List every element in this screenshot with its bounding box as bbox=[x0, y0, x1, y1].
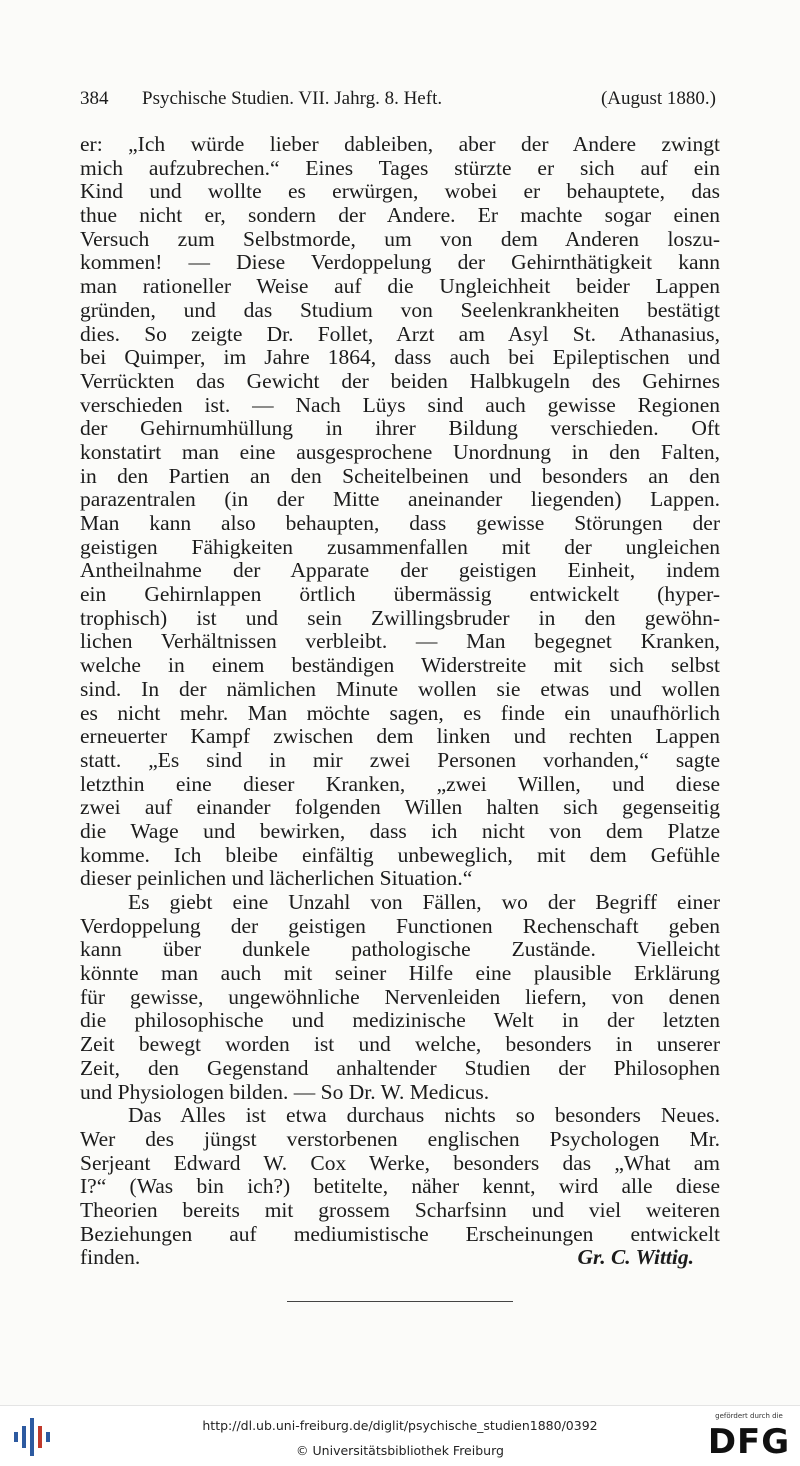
text-line: komme. Ich bleibe einfältig unbeweglich, mit dem Gefühle bbox=[80, 843, 720, 867]
text-line: und Physiologen bilden. — So Dr. W. Medicus. bbox=[80, 1080, 490, 1104]
text-line: Man kann also behaupten, dass gewisse Störungen der bbox=[80, 512, 720, 535]
text-line: man rationeller Weise auf die Ungleichheit beider Lappen bbox=[80, 275, 720, 299]
text-line: konstatirt man eine ausgesprochene Unordnung in den Falten, bbox=[80, 440, 720, 464]
text-line: kommen! — Diese Verdoppelung der Gehirnthätigkeit kann bbox=[80, 251, 720, 275]
text-line: Kind und wollte es erwürgen, wobei er behauptete, das bbox=[80, 180, 720, 204]
author-signature: Gr. C. Wittig. bbox=[577, 1246, 694, 1270]
text-line: geistigen Fähigkeiten zusammenfallen mit der ungleichen bbox=[80, 535, 720, 559]
permalink-url[interactable]: http://dl.ub.uni-freiburg.de/diglit/psychische_studien1880/0392 bbox=[202, 1418, 598, 1433]
text-line: bei Quimper, im Jahre 1864, dass auch bei Epileptischen und bbox=[80, 346, 720, 370]
text-line: welche in einem beständigen Widerstreite mit sich selbst bbox=[80, 654, 720, 678]
text-line: in den Partien an den Scheitelbeinen und besonders an den bbox=[80, 464, 720, 488]
text-line: könnte man auch mit seiner Hilfe eine plausible Erklärung bbox=[80, 962, 720, 986]
text-line: die philosophische und medizinische Welt in der letzten bbox=[80, 1009, 720, 1033]
text-line: es nicht mehr. Man möchte sagen, es finde ein unaufhörlich bbox=[80, 701, 720, 725]
text-lines bbox=[80, 133, 720, 1246]
text-line: lichen Verhältnissen verbleibt. — Man begegnet Kranken, bbox=[80, 630, 720, 654]
text-line: zwei auf einander folgenden Willen halten sich gegenseitig bbox=[80, 796, 720, 820]
text-line: verschieden ist. — Nach Lüys sind auch gewisse Regionen bbox=[80, 393, 720, 417]
text-line: gründen, und das Studium von Seelenkrankheiten bestätigt bbox=[80, 298, 720, 322]
text-line: er: „Ich würde lieber dableiben, aber der Andere zwingt bbox=[80, 133, 720, 156]
text-line: trophisch) ist und sein Zwillingsbruder in den gewöhn- bbox=[80, 606, 720, 630]
text-line: parazentralen (in der Mitte aneinander liegenden) Lappen. bbox=[80, 488, 720, 512]
text-line: dieser peinlichen und lächerlichen Situation.“ bbox=[80, 867, 473, 891]
footer-bar bbox=[0, 1405, 800, 1466]
journal-title: Psychische Studien. VII. Jahrg. 8. Heft. bbox=[142, 88, 443, 109]
text-line: Versuch zum Selbstmorde, um von dem Anderen loszu- bbox=[80, 227, 720, 251]
page-number: 384 bbox=[80, 88, 109, 109]
text-line: I?“ (Was bin ich?) betitelte, näher kennt, wird alle diese bbox=[80, 1175, 720, 1199]
dfg-logo bbox=[704, 1412, 794, 1464]
text-line: statt. „Es sind in mir zwei Personen vorhanden,“ sagte bbox=[80, 748, 720, 772]
text-line: Das Alles ist etwa durchaus nichts so besonders Neues. bbox=[128, 1104, 720, 1128]
text-line: Verrückten das Gewicht der beiden Halbkugeln des Gehirnes bbox=[80, 369, 720, 393]
dfg-funding-label: gefördert durch die bbox=[715, 1412, 783, 1420]
text-line: die Wage und bewirken, dass ich nicht von dem Platze bbox=[80, 819, 720, 843]
text-line: Zeit, den Gegenstand anhaltender Studien der Philosophen bbox=[80, 1056, 720, 1080]
text-line: letzthin eine dieser Kranken, „zwei Willen, und diese bbox=[80, 772, 720, 796]
text-line: Antheilnahme der Apparate der geistigen Einheit, indem bbox=[80, 559, 720, 583]
text-line: Serjeant Edward W. Cox Werke, besonders das „What am bbox=[80, 1151, 720, 1175]
text-line: Zeit bewegt worden ist und welche, besonders in unserer bbox=[80, 1033, 720, 1057]
text-line: für gewisse, ungewöhnliche Nervenleiden liefern, von denen bbox=[80, 985, 720, 1009]
text-line: der Gehirnumhüllung in ihrer Bildung verschieden. Oft bbox=[80, 417, 720, 441]
text-line: mich aufzubrechen.“ Eines Tages stürzte er sich auf ein bbox=[80, 156, 720, 180]
text-line: kann über dunkele pathologische Zustände. Vielleicht bbox=[80, 938, 720, 962]
closing-line bbox=[80, 1246, 720, 1270]
text-line: Verdoppelung der geistigen Functionen Rechenschaft geben bbox=[80, 914, 720, 938]
text-line: sind. In der nämlichen Minute wollen sie etwas und wollen bbox=[80, 677, 720, 701]
text-line: Wer des jüngst verstorbenen englischen Psychologen Mr. bbox=[80, 1127, 720, 1151]
text-line: Beziehungen auf mediumistische Erscheinungen entwickelt bbox=[80, 1222, 720, 1246]
text-line: ein Gehirnlappen örtlich übermässig entwickelt (hyper- bbox=[80, 583, 720, 607]
text-line: thue nicht er, sondern der Andere. Er machte sogar einen bbox=[80, 204, 720, 228]
text-line: dies. So zeigte Dr. Follet, Arzt am Asyl St. Athanasius, bbox=[80, 322, 720, 346]
running-header bbox=[80, 88, 720, 114]
copyright-notice: © Universitätsbibliothek Freiburg bbox=[296, 1443, 504, 1458]
issue-date: (August 1880.) bbox=[600, 88, 716, 109]
text-line: erneuerter Kampf zwischen dem linken und rechten Lappen bbox=[80, 725, 720, 749]
end-rule bbox=[287, 1301, 513, 1302]
text-line: Es giebt eine Unzahl von Fällen, wo der Begriff einer bbox=[128, 891, 720, 914]
body-text bbox=[80, 133, 720, 1270]
text-line: Theorien bereits mit grossem Scharfsinn und viel weiteren bbox=[80, 1198, 720, 1222]
dfg-logo-text: DFG bbox=[707, 1422, 791, 1462]
closing-word: finden. bbox=[80, 1246, 141, 1270]
